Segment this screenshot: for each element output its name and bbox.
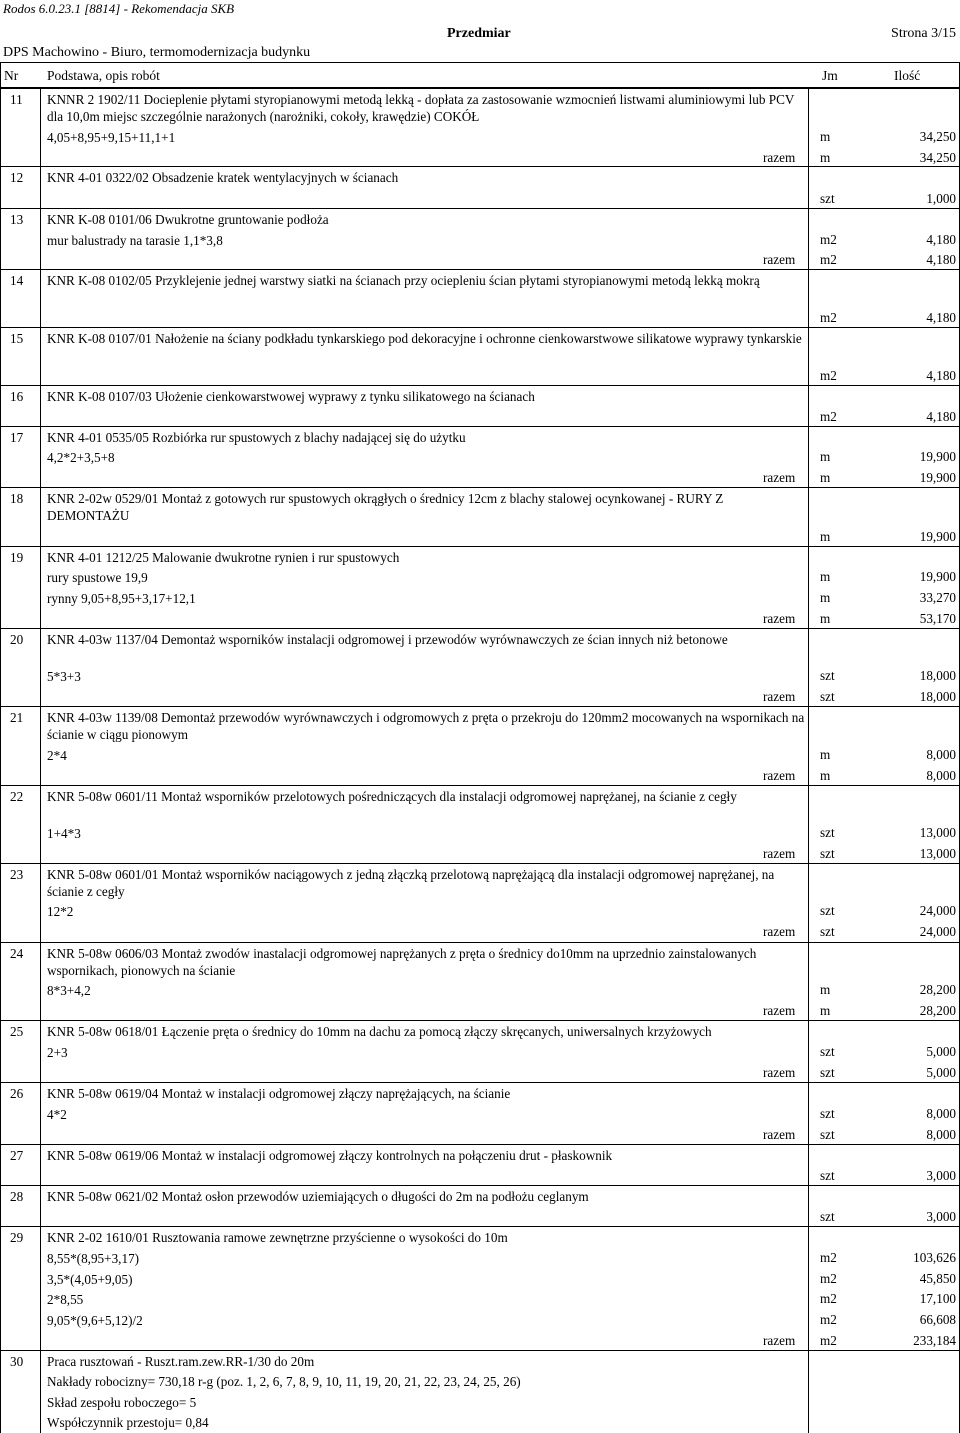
item-number: 19 — [10, 550, 24, 565]
item-description: KNR 5-08w 0601/01 Montaż wsporników naciągowych z jedną złączką przelotową naprężającą dla instalacji odgromowej naprężanej, na ścianie z cegły — [47, 867, 775, 899]
item-description: KNR 2-02w 0529/01 Montaż z gotowych rur spustowych okrągłych o średnicy 12cm z blachy stalowej ocynkowanej - RURY Z DEMONTAŻU — [47, 491, 724, 523]
item-description: KNR 4-01 1212/25 Malowanie dwukrotne rynien i rur spustowych — [47, 550, 400, 565]
quantity-value: 8,000 — [926, 1106, 956, 1121]
total-label: razem — [763, 1127, 796, 1142]
item-number: 30 — [10, 1354, 24, 1369]
row-separator — [0, 942, 960, 943]
total-label: razem — [763, 150, 796, 165]
measurement-formula: 8*3+4,2 — [47, 983, 91, 998]
row-separator — [0, 1226, 960, 1227]
total-label: razem — [763, 252, 796, 267]
quantity-value: 66,608 — [919, 1312, 956, 1327]
item-description: KNR 4-03w 1139/08 Demontaż przewodów wyrównawczych i odgromowych z pręta o przekroju do 120mm2 mocowanych na wspornikach na ścianie w ciągu pionowym — [47, 710, 805, 742]
quantity-value: 3,000 — [926, 1209, 956, 1224]
item-number: 28 — [10, 1189, 24, 1204]
item-number: 21 — [10, 710, 24, 725]
item-description: KNR 5-08w 0619/06 Montaż w instalacji odgromowej złączy kontrolnych na połączeniu drut - płaskownik — [47, 1148, 613, 1163]
item-description: KNR 5-08w 0618/01 Łączenie pręta o średnicy do 10mm na dachu za pomocą złączy skręcanych, uniwersalnych krzyżowych — [47, 1024, 712, 1039]
measurement-formula: Współczynnik przestoju= 0,84 — [47, 1415, 209, 1430]
item-number: 27 — [10, 1148, 24, 1163]
item-number: 22 — [10, 789, 24, 804]
column-divider — [40, 88, 41, 1433]
column-nr: Nr — [4, 68, 19, 83]
unit: m — [820, 150, 831, 165]
unit: m — [820, 982, 831, 997]
row-separator — [0, 706, 960, 707]
total-label: razem — [763, 768, 796, 783]
row-separator — [0, 208, 960, 209]
quantity-value: 34,250 — [919, 150, 956, 165]
quantity-value: 5,000 — [926, 1065, 956, 1080]
row-separator — [0, 166, 960, 167]
unit: szt — [820, 1127, 835, 1142]
quantity-value: 5,000 — [926, 1044, 956, 1059]
item-number: 20 — [10, 632, 24, 647]
quantity-value: 18,000 — [919, 689, 956, 704]
unit: szt — [820, 668, 835, 683]
unit: m — [820, 569, 831, 584]
unit: m — [820, 747, 831, 762]
row-separator — [0, 426, 960, 427]
item-number: 23 — [10, 867, 24, 882]
unit: m2 — [820, 1250, 837, 1265]
measurement-formula: 2+3 — [47, 1045, 68, 1060]
quantity-value: 8,000 — [926, 768, 956, 783]
measurement-formula: 4,05+8,95+9,15+11,1+1 — [47, 130, 176, 145]
quantity-value: 34,250 — [919, 129, 956, 144]
item-description: KNR K-08 0107/03 Ułożenie cienkowarstwowej wyprawy z tynku silikatowego na ścianach — [47, 389, 535, 404]
quantity-value: 19,900 — [919, 529, 956, 544]
quantity-value: 4,180 — [926, 310, 956, 325]
item-description: KNR 5-08w 0621/02 Montaż osłon przewodów uziemiających o długości do 2m na podłożu ceglanym — [47, 1189, 589, 1204]
quantity-value: 8,000 — [926, 747, 956, 762]
item-number: 13 — [10, 212, 24, 227]
item-description: KNR 5-08w 0619/04 Montaż w instalacji odgromowej złączy naprężających, na ścianie — [47, 1086, 511, 1101]
quantity-value: 33,270 — [919, 590, 956, 605]
unit: szt — [820, 903, 835, 918]
quantity-value: 28,200 — [919, 1003, 956, 1018]
measurement-formula: 5*3+3 — [47, 669, 81, 684]
item-description: Praca rusztowań - Ruszt.ram.zew.RR-1/30 do 20m — [47, 1354, 315, 1369]
quantity-value: 4,180 — [926, 368, 956, 383]
item-number: 24 — [10, 946, 24, 961]
total-label: razem — [763, 689, 796, 704]
unit: szt — [820, 1065, 835, 1080]
item-description: KNR K-08 0107/01 Nałożenie na ściany podkładu tynkarskiego pod dekoracyjne i ochronne cienkowarstwowe silikatowe wyprawy tynkarskie — [47, 331, 802, 346]
item-description: KNR 4-01 0322/02 Obsadzenie kratek wentylacyjnych w ścianach — [47, 170, 399, 185]
total-label: razem — [763, 846, 796, 861]
item-description: KNR 2-02 1610/01 Rusztowania ramowe zewnętrzne przyścienne o wysokości do 10m — [47, 1230, 508, 1245]
project-name: DPS Machowino - Biuro, termomodernizacja budynku — [3, 45, 311, 60]
measurement-formula: mur balustrady na tarasie 1,1*3,8 — [47, 233, 223, 248]
unit: szt — [820, 846, 835, 861]
row-separator — [0, 628, 960, 629]
measurement-formula: 1+4*3 — [47, 826, 81, 841]
quantity-value: 4,180 — [926, 232, 956, 247]
unit: m2 — [820, 1312, 837, 1327]
measurement-formula: 8,55*(8,95+3,17) — [47, 1251, 140, 1266]
quantity-value: 13,000 — [919, 846, 956, 861]
item-number: 15 — [10, 331, 24, 346]
total-label: razem — [763, 611, 796, 626]
row-separator — [0, 1185, 960, 1186]
item-description: KNR 4-01 0535/05 Rozbiórka rur spustowych z blachy nadającej się do użytku — [47, 430, 466, 445]
quantity-value: 45,850 — [919, 1271, 956, 1286]
unit: m — [820, 529, 831, 544]
column-divider — [808, 88, 809, 1433]
unit: m2 — [820, 409, 837, 424]
row-separator — [0, 269, 960, 270]
total-label: razem — [763, 1065, 796, 1080]
quantity-value: 28,200 — [919, 982, 956, 997]
row-separator — [0, 785, 960, 786]
total-label: razem — [763, 1003, 796, 1018]
unit: m2 — [820, 232, 837, 247]
unit: m — [820, 590, 831, 605]
quantity-value: 53,170 — [919, 611, 956, 626]
quantity-value: 19,900 — [919, 470, 956, 485]
row-separator — [0, 546, 960, 547]
item-description: KNR 5-08w 0606/03 Montaż zwodów inastalacji odgromowej naprężanych z pręta o średnicy do10mm na uprzednio zainstalowanych wspornikach, pionowych na ścianie — [47, 946, 757, 978]
quantity-value: 1,000 — [926, 191, 956, 206]
item-number: 18 — [10, 491, 24, 506]
page-number: Strona 3/15 — [891, 26, 956, 41]
measurement-formula: rynny 9,05+8,95+3,17+12,1 — [47, 591, 196, 606]
measurement-formula: 9,05*(9,6+5,12)/2 — [47, 1313, 143, 1328]
row-separator — [0, 327, 960, 328]
measurement-formula: rury spustowe 19,9 — [47, 570, 148, 585]
row-separator — [0, 487, 960, 488]
measurement-formula: 2*8,55 — [47, 1292, 84, 1307]
item-number: 12 — [10, 170, 24, 185]
measurement-formula: Nakłady robocizny= 730,18 r-g (poz. 1, 2, 6, 7, 8, 9, 10, 11, 19, 20, 21, 22, 23, 24, 25, 26) — [47, 1374, 521, 1389]
row-separator — [0, 1020, 960, 1021]
measurement-formula: 4,2*2+3,5+8 — [47, 450, 115, 465]
item-description: KNR 4-03w 1137/04 Demontaż wsporników instalacji odgromowej i przewodów wyrównawczych ze ścian innych niż betonowe — [47, 632, 728, 647]
measurement-formula: 3,5*(4,05+9,05) — [47, 1272, 133, 1287]
unit: m2 — [820, 368, 837, 383]
document-title: Przedmiar — [447, 26, 511, 41]
quantity-value: 18,000 — [919, 668, 956, 683]
unit: szt — [820, 1168, 835, 1183]
item-number: 16 — [10, 389, 24, 404]
unit: m2 — [820, 310, 837, 325]
unit: m — [820, 611, 831, 626]
column-divider — [0, 62, 1, 1433]
total-label: razem — [763, 924, 796, 939]
unit: szt — [820, 825, 835, 840]
item-description: KNR K-08 0102/05 Przyklejenie jednej warstwy siatki na ścianach przy ociepleniu ścian płytami styropianowymi metodą lekką mokrą — [47, 273, 760, 288]
column-quantity: Ilość — [894, 68, 921, 83]
row-separator — [0, 863, 960, 864]
item-number: 26 — [10, 1086, 24, 1101]
quantity-value: 4,180 — [926, 252, 956, 267]
column-header-row — [0, 62, 960, 88]
unit: szt — [820, 1209, 835, 1224]
unit: szt — [820, 689, 835, 704]
measurement-formula: 12*2 — [47, 904, 74, 919]
unit: m — [820, 1003, 831, 1018]
quantity-value: 4,180 — [926, 409, 956, 424]
quantity-value: 19,900 — [919, 569, 956, 584]
quantity-value: 8,000 — [926, 1127, 956, 1142]
unit: m2 — [820, 1333, 837, 1348]
unit: szt — [820, 1044, 835, 1059]
measurement-formula: 4*2 — [47, 1107, 67, 1122]
quantity-value: 24,000 — [919, 903, 956, 918]
measurement-formula: 2*4 — [47, 748, 67, 763]
unit: m — [820, 449, 831, 464]
item-description: KNNR 2 1902/11 Docieplenie płytami styropianowymi metodą lekką - dopłata za zastosowanie wzmocnień listwami aluminiowymi lub PCV dla 10,0m miejsc szczególnie narażonych (narożniki, cokoły, krawędzie) COKÓŁ — [47, 92, 795, 124]
unit: szt — [820, 191, 835, 206]
quantity-value: 19,900 — [919, 449, 956, 464]
item-description: KNR K-08 0101/06 Dwukrotne gruntowanie podłoża — [47, 212, 329, 227]
unit: m2 — [820, 1291, 837, 1306]
unit: m — [820, 470, 831, 485]
unit: szt — [820, 1106, 835, 1121]
unit: m2 — [820, 252, 837, 267]
row-separator — [0, 1144, 960, 1145]
quantity-value: 233,184 — [913, 1333, 956, 1348]
row-separator — [0, 1082, 960, 1083]
unit: szt — [820, 924, 835, 939]
item-number: 11 — [10, 92, 23, 107]
app-title: Rodos 6.0.23.1 [8814] - Rekomendacja SKB — [3, 1, 235, 16]
row-separator — [0, 1350, 960, 1351]
column-description: Podstawa, opis robót — [47, 68, 160, 83]
quantity-value: 17,100 — [919, 1291, 956, 1306]
item-number: 29 — [10, 1230, 24, 1245]
item-number: 25 — [10, 1024, 24, 1039]
item-number: 14 — [10, 273, 24, 288]
quantity-value: 24,000 — [919, 924, 956, 939]
item-description: KNR 5-08w 0601/11 Montaż wsporników przelotowych pośredniczących dla instalacji odgromowej naprężanej, na ścianie z cegły — [47, 789, 737, 804]
total-label: razem — [763, 470, 796, 485]
unit: m — [820, 129, 831, 144]
row-separator — [0, 385, 960, 386]
quantity-value: 103,626 — [913, 1250, 956, 1265]
item-number: 17 — [10, 430, 24, 445]
total-label: razem — [763, 1333, 796, 1348]
column-unit: Jm — [822, 68, 838, 83]
measurement-formula: Skład zespołu roboczego= 5 — [47, 1395, 197, 1410]
unit: m2 — [820, 1271, 837, 1286]
quantity-value: 13,000 — [919, 825, 956, 840]
unit: m — [820, 768, 831, 783]
row-separator — [0, 88, 960, 89]
quantity-value: 3,000 — [926, 1168, 956, 1183]
